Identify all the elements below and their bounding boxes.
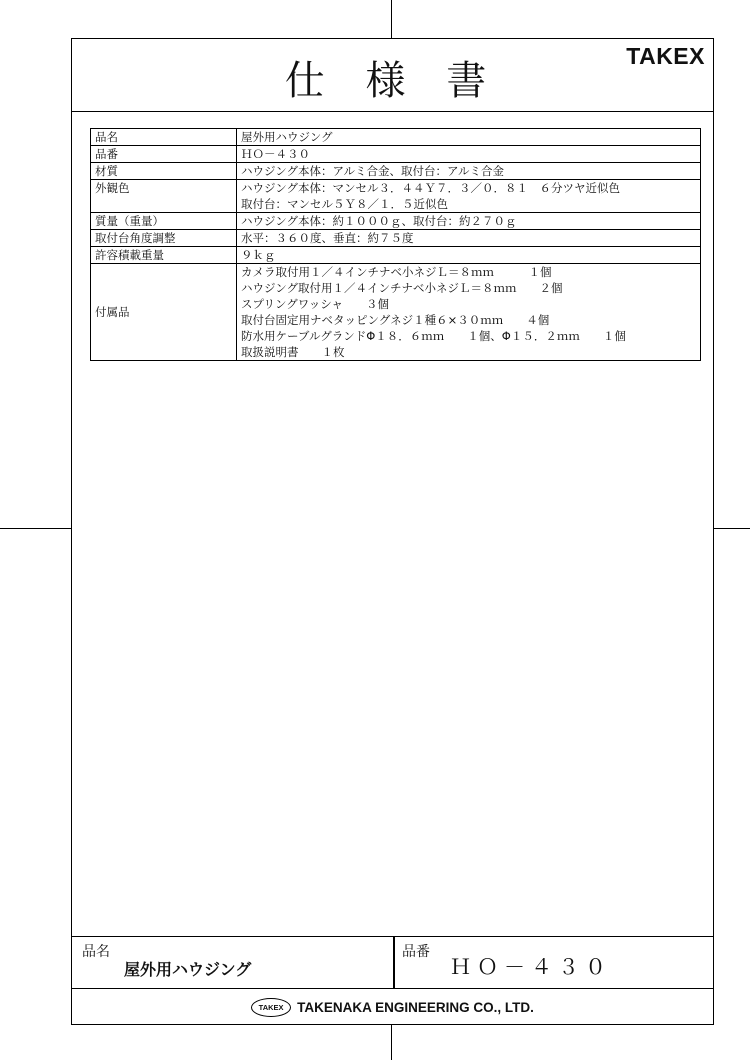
row-label: 外観色 (91, 180, 237, 213)
row-value: ハウジング本体：約１０００ｇ、取付台：約２７０ｇ (237, 213, 701, 230)
row-value: 屋外用ハウジング (237, 129, 701, 146)
brand-logo: TAKEX (626, 43, 705, 69)
crop-mark-right (713, 528, 750, 529)
crop-mark-bottom (391, 1024, 392, 1060)
table-row (91, 213, 701, 230)
company-logo: TAKEX (251, 998, 291, 1017)
row-label: 品名 (91, 129, 237, 146)
row-value: ハウジング本体：アルミ合金、取付台：アルミ合金 (237, 163, 701, 180)
footer-divider (393, 937, 395, 989)
row-label: 品番 (91, 146, 237, 163)
table-row (91, 264, 701, 361)
footer-name-value: 屋外用ハウジング (124, 960, 252, 979)
row-label: 取付台角度調整 (91, 230, 237, 247)
footer-name-label: 品名 (82, 944, 110, 960)
table-row (91, 146, 701, 163)
table-row (91, 129, 701, 146)
row-label: 材質 (91, 163, 237, 180)
row-value: ハウジング本体：マンセル３．４４Ｙ７．３／０．８１ ６分ツヤ近似色 取付台：マンセル５Ｙ８／１．５近似色 (237, 180, 701, 213)
row-label: 許容積載重量 (91, 247, 237, 264)
row-label: 付属品 (91, 264, 237, 361)
row-value: ＨＯ－４３０ (237, 146, 701, 163)
table-row (91, 247, 701, 264)
crop-mark-top (391, 0, 392, 38)
footer-number-label: 品番 (402, 944, 430, 960)
document-frame (71, 38, 714, 1025)
crop-mark-left (0, 528, 72, 529)
document-title: 仕 様 書 (284, 58, 501, 104)
row-label: 質量（重量） (91, 213, 237, 230)
company-name: TAKENAKA ENGINEERING CO., LTD. (297, 999, 534, 1015)
table-row (91, 230, 701, 247)
row-value: カメラ取付用１／４インチナベ小ネジＬ＝８ｍｍ １個 ハウジング取付用１／４インチナベ小ネジＬ＝８ｍｍ ２個 スプリングワッシャ ３個 取付台固定用ナベタッピングネジ１種６×３０ｍｍ ４個 防水用ケーブルグランドΦ１８．６ｍｍ １個、Φ１５．２ｍｍ １個 取扱説明書 １枚 (237, 264, 701, 361)
spec-table (90, 128, 701, 361)
table-row (91, 163, 701, 180)
footer-company-row (72, 989, 713, 1025)
table-row (91, 180, 701, 213)
row-value: ９ｋｇ (237, 247, 701, 264)
footer-number-value: ＨＯ－４３０ (450, 955, 612, 979)
document-footer (72, 936, 713, 1024)
row-value: 水平：３６０度、垂直：約７５度 (237, 230, 701, 247)
footer-product-row (72, 937, 713, 989)
document-header (72, 39, 713, 112)
